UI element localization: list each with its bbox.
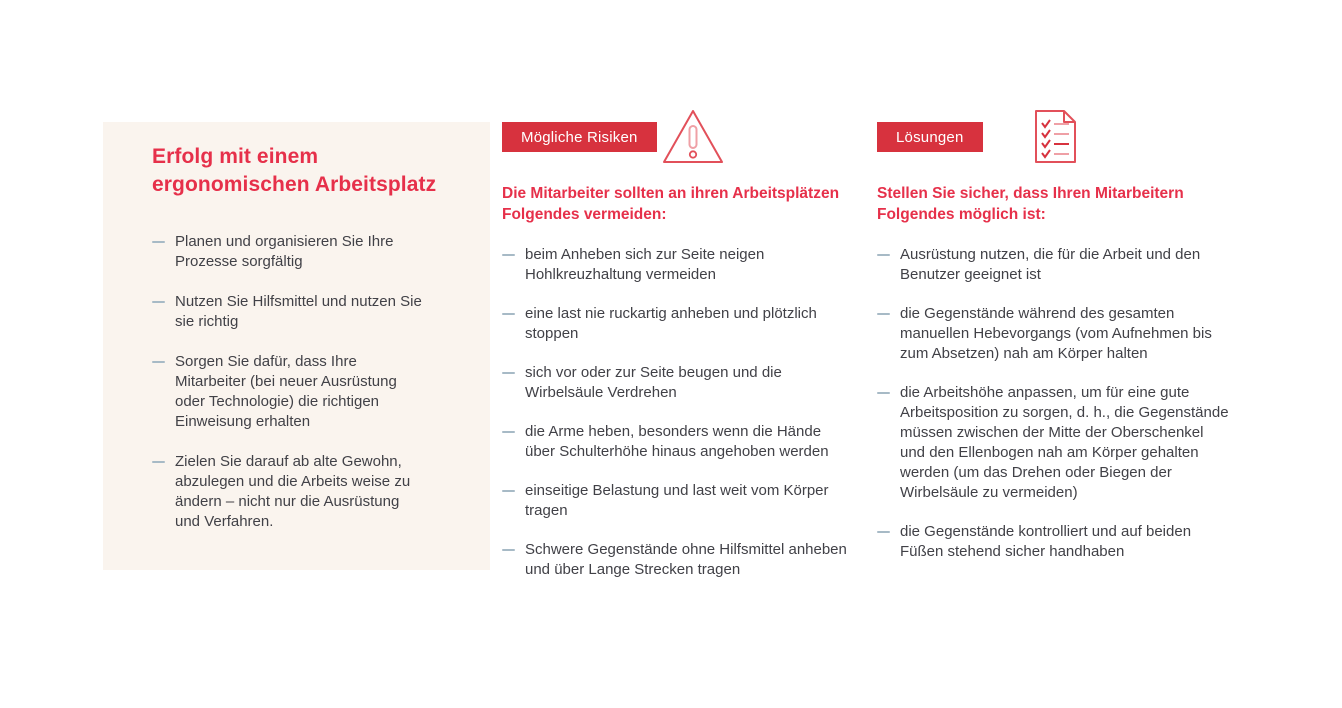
solutions-column	[877, 122, 1229, 581]
risks-list	[502, 245, 854, 580]
list-item-text: beim Anheben sich zur Seite neigen Hohlkreuzhaltung vermeiden	[525, 246, 765, 283]
dash-bullet-icon	[502, 254, 515, 256]
list-item	[502, 304, 854, 344]
list-item-text: Zielen Sie darauf ab alte Gewohn, abzulegen und die Arbeits weise zu ändern – nicht nur die Ausrüstung und Verfahren.	[175, 453, 411, 530]
intro-panel	[103, 122, 490, 570]
dash-bullet-icon	[502, 313, 515, 315]
dash-bullet-icon	[152, 461, 165, 463]
risks-column	[502, 122, 854, 599]
dash-bullet-icon	[502, 549, 515, 551]
dash-bullet-icon	[877, 254, 890, 256]
dash-bullet-icon	[877, 531, 890, 533]
list-item	[502, 422, 854, 462]
list-item-text: einseitige Belastung und last weit vom Körper tragen	[525, 482, 829, 519]
dash-bullet-icon	[502, 490, 515, 492]
list-item	[877, 245, 1229, 285]
risks-badge[interactable]: Mögliche Risiken	[502, 122, 657, 152]
list-item-text: Nutzen Sie Hilfsmittel und nutzen Sie sie richtig	[175, 293, 422, 330]
list-item-text: Sorgen Sie dafür, dass Ihre Mitarbeiter (bei neuer Ausrüstung oder Technologie) die richtigen Einweisung erhalten	[175, 353, 397, 430]
list-item-text: sich vor oder zur Seite beugen und die Wirbelsäule Verdrehen	[525, 364, 782, 401]
risks-heading: Die Mitarbeiter sollten an ihren Arbeitsplätzen Folgendes vermeiden:	[502, 185, 840, 223]
list-item	[152, 292, 427, 332]
list-item-text: Schwere Gegenstände ohne Hilfsmittel anheben und über Lange Strecken tragen	[525, 541, 847, 578]
list-item	[502, 363, 854, 403]
list-item	[877, 304, 1229, 364]
solutions-badge[interactable]: Lösungen	[877, 122, 983, 152]
list-item-text: die Arme heben, besonders wenn die Hände über Schulterhöhe hinaus angehoben werden	[525, 423, 829, 460]
dash-bullet-icon	[152, 241, 165, 243]
dash-bullet-icon	[502, 372, 515, 374]
list-item-text: die Gegenstände während des gesamten manuellen Hebevorgangs (vom Aufnehmen bis zum Absetzen) nah am Körper halten	[900, 305, 1212, 362]
list-item-text: eine last nie ruckartig anheben und plötzlich stoppen	[525, 305, 817, 342]
risks-badge-row	[502, 122, 854, 152]
dash-bullet-icon	[877, 392, 890, 394]
list-item	[152, 352, 427, 432]
solutions-list	[877, 245, 1229, 562]
list-item	[152, 452, 427, 532]
list-item-text: die Arbeitshöhe anpassen, um für eine gute Arbeitsposition zu sorgen, d. h., die Gegenstände müssen zwischen der Mitte der Oberschenkel und den Ellenbogen nah am Körper gehalten werden (um das Drehen oder Biegen der Wirbelsäule zu vermeiden)	[900, 384, 1229, 501]
list-item	[502, 245, 854, 285]
dash-bullet-icon	[152, 361, 165, 363]
warning-triangle-icon	[660, 107, 726, 167]
intro-list	[152, 232, 460, 532]
dash-bullet-icon	[152, 301, 165, 303]
list-item	[502, 540, 854, 580]
dash-bullet-icon	[502, 431, 515, 433]
list-item-text: Planen und organisieren Sie Ihre Prozesse sorgfältig	[175, 233, 394, 270]
list-item	[152, 232, 427, 272]
solutions-heading: Stellen Sie sicher, dass Ihren Mitarbeitern Folgendes möglich ist:	[877, 185, 1184, 223]
checklist-icon	[1032, 109, 1079, 164]
list-item	[877, 522, 1229, 562]
list-item	[877, 383, 1229, 503]
list-item-text: Ausrüstung nutzen, die für die Arbeit und den Benutzer geeignet ist	[900, 246, 1201, 283]
solutions-badge-row	[877, 122, 1229, 152]
list-item-text: die Gegenstände kontrolliert und auf beiden Füßen stehend sicher handhaben	[900, 523, 1192, 560]
dash-bullet-icon	[877, 313, 890, 315]
list-item	[502, 481, 854, 521]
page-title: Erfolg mit einem ergonomischen Arbeitsplatz	[152, 145, 437, 196]
